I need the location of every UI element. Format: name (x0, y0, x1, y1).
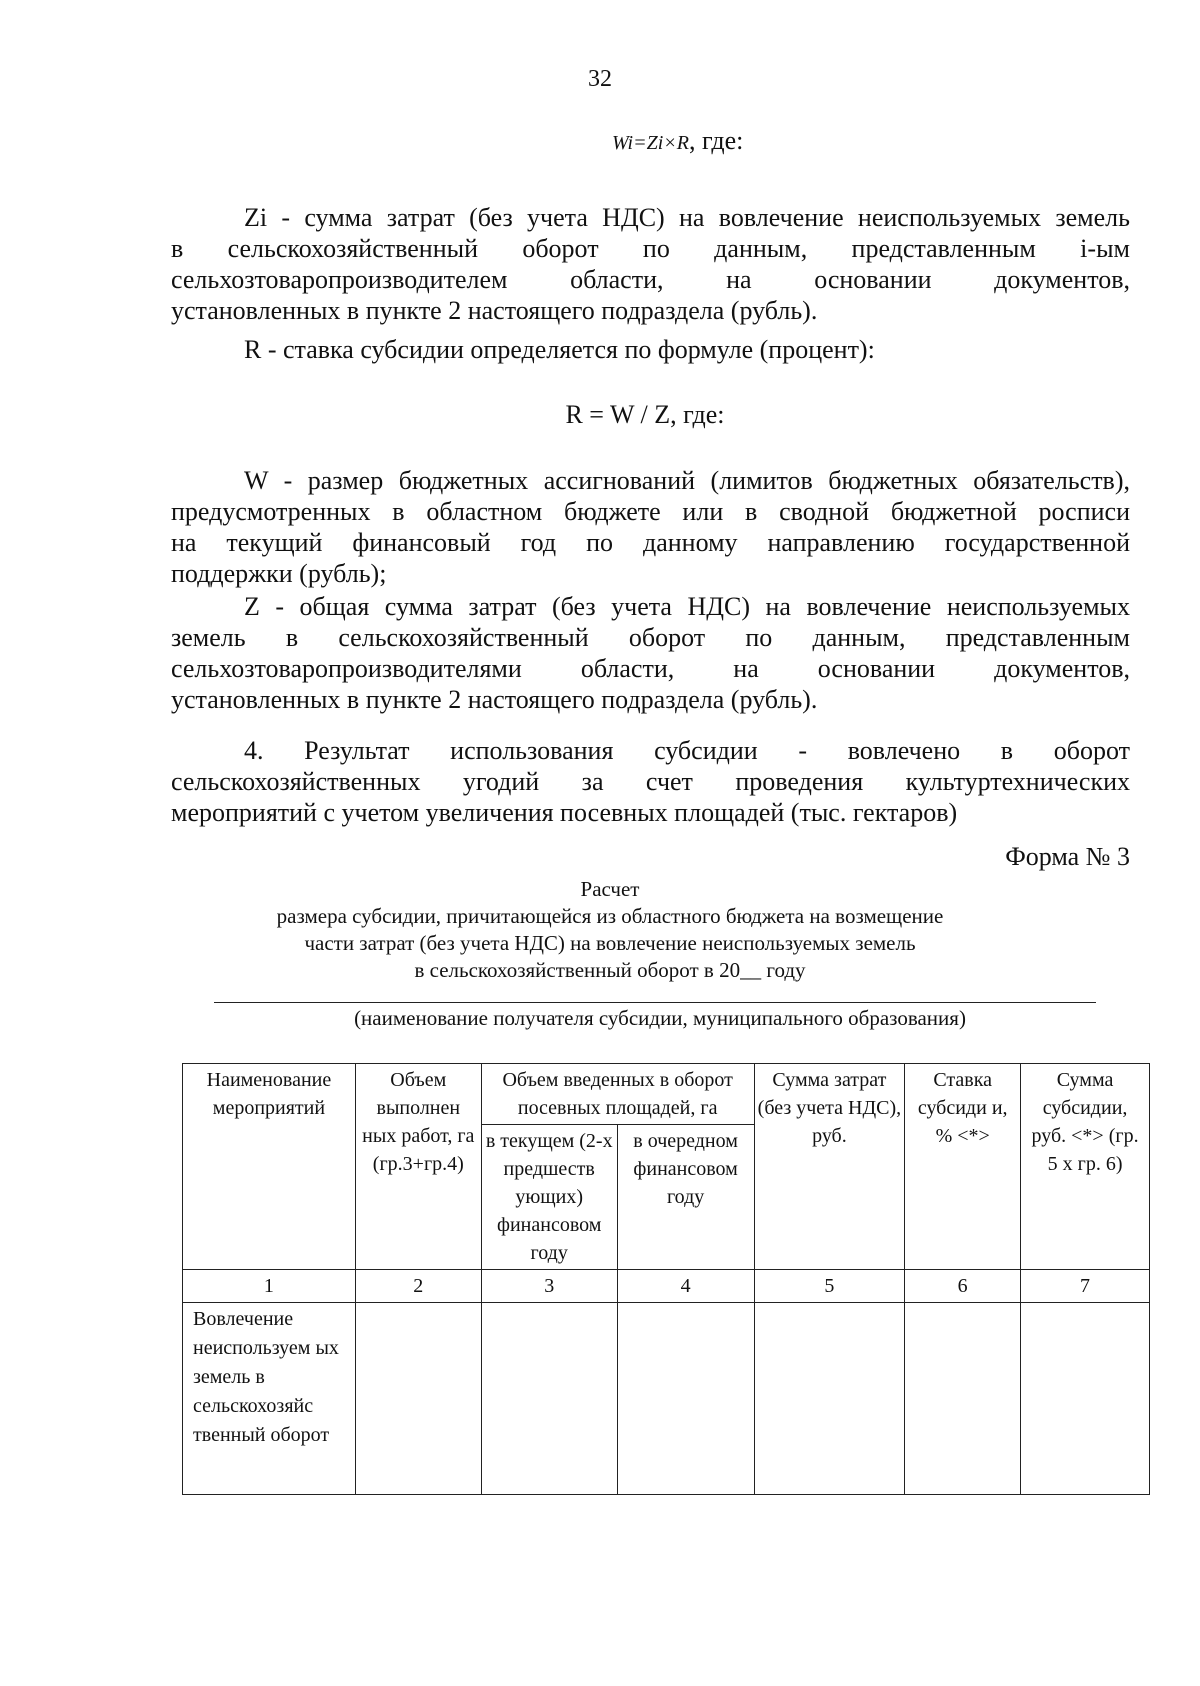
header-col-5: Сумма затрат (без учета НДС), руб. (754, 1064, 905, 1270)
header-col-3-4-group: Объем введенных в оборот посевных площадей, га (481, 1064, 754, 1125)
column-number: 4 (617, 1270, 754, 1303)
w-line-4: поддержки (рубль); (171, 559, 387, 588)
table-header-row (183, 1064, 1150, 1125)
zi-line-2: в сельскохозяйственный оборот по данным, представленным i-ым (171, 234, 1130, 263)
column-number: 3 (481, 1270, 617, 1303)
header-col-3: в текущем (2-х предшеств ующих) финансовом году (481, 1125, 617, 1270)
result-paragraph (171, 735, 1130, 828)
zi-definition (171, 202, 1130, 326)
w-line-1: W - размер бюджетных ассигнований (лимитов бюджетных обязательств), (244, 466, 1130, 495)
column-number: 5 (754, 1270, 905, 1303)
zi-line-4: установленных в пункте 2 настоящего подраздела (рубль). (171, 296, 818, 325)
column-number: 1 (183, 1270, 356, 1303)
form-title-line-4: в сельскохозяйственный оборот в 20__ году (414, 958, 806, 982)
header-col-4: в очередном финансовом году (617, 1125, 754, 1270)
column-number: 6 (905, 1270, 1021, 1303)
column-number: 7 (1021, 1270, 1150, 1303)
form-title-line-2: размера субсидии, причитающейся из областного бюджета на возмещение (276, 904, 944, 928)
table-cell (905, 1303, 1021, 1495)
table-cell (754, 1303, 905, 1495)
header-col-2: Объем выполнен ных работ, га (гр.3+гр.4) (355, 1064, 481, 1270)
result-line-3: мероприятий с учетом увеличения посевных площадей (тыс. гектаров) (171, 798, 958, 827)
table-row (183, 1303, 1150, 1495)
w-line-2: предусмотренных в областном бюджете или в сводной бюджетной росписи (171, 497, 1130, 526)
table-cell (617, 1303, 754, 1495)
table-cell (1021, 1303, 1150, 1495)
table-cell (355, 1303, 481, 1495)
z-line-1: Z - общая сумма затрат (без учета НДС) на вовлечение неиспользуемых (244, 592, 1130, 621)
subsidy-calculation-table (182, 1063, 1150, 1495)
form-title-line-3: части затрат (без учета НДС) на вовлечение неиспользуемых земель (304, 931, 916, 955)
header-col-6: Ставка субсиди и, % <*> (905, 1064, 1021, 1270)
form-number-label: Форма № 3 (1005, 842, 1130, 871)
table-cell (481, 1303, 617, 1495)
z-definition (171, 591, 1130, 715)
w-definition (171, 465, 1130, 589)
column-number: 2 (355, 1270, 481, 1303)
form-title-line-1: Расчет (580, 877, 640, 901)
z-line-3: сельхозтоваропроизводителями области, на основании документов, (171, 654, 1130, 683)
form-title (180, 876, 1040, 984)
formula-wi-suffix: , где: (689, 126, 744, 155)
z-line-2: земель в сельскохозяйственный оборот по данным, представленным (171, 623, 1130, 652)
page-number: 32 (588, 66, 612, 92)
w-line-3: на текущий финансовый год по данному направлению государственной (171, 528, 1130, 557)
r-definition: R - ставка субсидии определяется по формуле (процент): (244, 335, 875, 364)
row-activity-name: Вовлечение неиспользуем ых земель в сельскохозяйс твенный оборот (183, 1303, 356, 1495)
header-col-7: Сумма субсидии, руб. <*> (гр. 5 x гр. 6) (1021, 1064, 1150, 1270)
formula-r: R = W / Z, где: (565, 400, 725, 429)
column-number-row (183, 1270, 1150, 1303)
recipient-caption: (наименование получателя субсидии, муниципального образования) (354, 1006, 966, 1030)
recipient-name-line (214, 1002, 1096, 1003)
z-line-4: установленных в пункте 2 настоящего подраздела (рубль). (171, 685, 818, 714)
header-col-1: Наименование мероприятий (183, 1064, 356, 1270)
formula-wi (612, 126, 743, 156)
formula-wi-expression: Wi=Zi×R (612, 132, 690, 154)
result-line-2: сельскохозяйственных угодий за счет проведения культуртехнических (171, 767, 1130, 796)
zi-line-3: сельхозтоваропроизводителем области, на основании документов, (171, 265, 1130, 294)
zi-line-1: Zi - сумма затрат (без учета НДС) на вовлечение неиспользуемых земель (244, 203, 1130, 232)
result-line-1: 4. Результат использования субсидии - вовлечено в оборот (244, 736, 1130, 765)
